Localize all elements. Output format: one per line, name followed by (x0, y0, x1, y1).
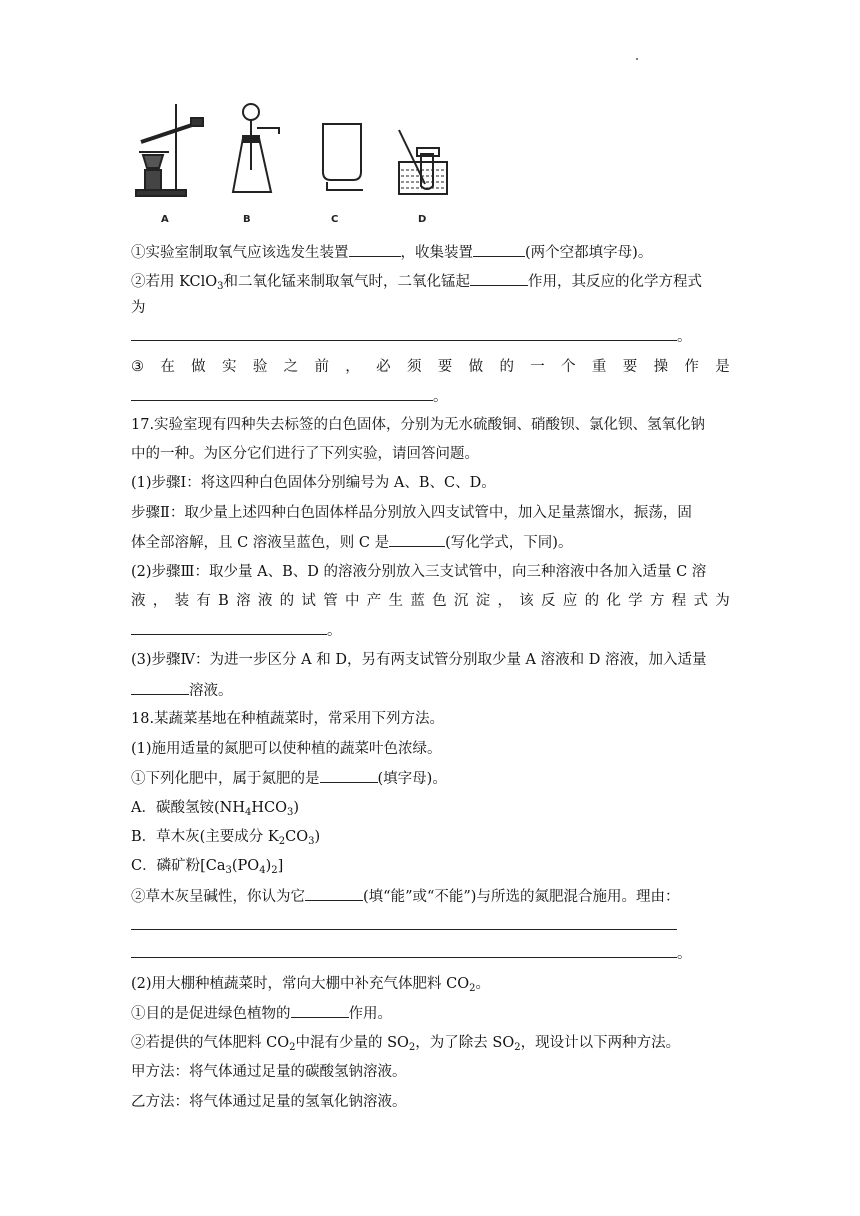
q17-step3-end: 。 (327, 623, 342, 639)
answer-blank[interactable] (473, 242, 525, 257)
answer-line[interactable] (131, 929, 677, 930)
q18-part2: (2)用大棚种植蔬菜时，常向大棚中补充气体肥料 $CO_2$。 (131, 976, 491, 994)
q16-item2-end: 。 (677, 329, 692, 345)
q18-sub1: ①下列化肥中，属于氮肥的是 (填字母)。 (131, 768, 447, 789)
apparatus-d-drawing (399, 130, 447, 194)
q16-item1: ①实验室制取氧气应该选发生装置 ，收集装置 (两个空都填字母)。 (131, 242, 652, 263)
apparatus-b-drawing (233, 104, 279, 192)
q18-part2-sub1: ①目的是促进绿色植物的 作用。 (131, 1003, 392, 1024)
apparatus-label-b: B (243, 214, 251, 225)
q18-line1: 18.某蔬菜基地在种植蔬菜时，常采用下列方法。 (131, 711, 445, 727)
answer-blank[interactable] (389, 532, 445, 547)
q16-item3: ③ 在 做 实 验 之 前 ， 必 须 要 做 的 一 个 重 要 操 作 是 (131, 359, 730, 375)
apparatus-label-d: D (418, 214, 427, 225)
answer-blank[interactable] (320, 768, 378, 783)
q18-sub2: ②草木灰呈碱性，你认为它 (填“能”或“不能”)与所选的氮肥混合施用。理由： (131, 886, 679, 907)
answer-blank[interactable] (131, 680, 189, 695)
apparatus-c-drawing (323, 124, 363, 190)
answer-blank[interactable] (470, 271, 528, 286)
q16-item2-cont: 为 (131, 300, 146, 316)
page-dot (636, 58, 638, 60)
q17-step4-line2: 溶液。 (131, 680, 233, 701)
q16-item3-end: 。 (433, 389, 448, 405)
q17-step3-line2: 液 ， 装 有 B 溶 液 的 试 管 中 产 生 蓝 色 沉 淀 ， 该 反 应 的 化 学 方 程 式 为 (131, 593, 730, 609)
answer-line[interactable] (131, 340, 677, 341)
answer-blank[interactable] (349, 242, 401, 257)
q17-step4-line1: (3)步骤Ⅳ：为进一步区分 A 和 D，另有两支试管分别取少量 A 溶液和 D 溶液，加入适量 (131, 652, 707, 668)
q17-step1: (1)步骤Ⅰ：将这四种白色固体分别编号为 A、B、C、D。 (131, 475, 496, 491)
q17-step2-line1: 步骤Ⅱ：取少量上述四种白色固体样品分别放入四支试管中，加入足量蒸馏水，振荡，固 (131, 505, 692, 521)
q16-item2: ②若用 KClO$_3$和二氧化锰来制取氧气时，二氧化锰起 作用，其反应的化学方程式 (131, 271, 702, 292)
q18-option-a: A．碳酸氢铵$(NH_4HCO_3)$ (131, 800, 300, 818)
answer-blank[interactable] (305, 886, 363, 901)
q18-sub2-end: 。 (677, 946, 692, 962)
answer-line[interactable] (131, 400, 433, 401)
q18-option-c: C．磷矿粉$[Ca_3(PO_4)_2]$ (131, 858, 284, 876)
q18-option-b: B．草木灰(主要成分 $K_2CO_3$) (131, 829, 321, 847)
q17-step2-line2: 体全部溶解，且 C 溶液呈蓝色，则 C 是 (写化学式，下同)。 (131, 532, 572, 553)
q17-line1: 17.实验室现有四种失去标签的白色固体，分别为无水硫酸铜、硝酸钡、氯化钡、氢氧化钠 (131, 417, 706, 433)
apparatus-label-a: A (161, 214, 169, 225)
q17-line2: 中的一种。为区分它们进行了下列实验，请回答问题。 (131, 446, 479, 462)
apparatus-label-c: C (331, 214, 339, 225)
apparatus-figure (131, 100, 461, 228)
q17-step3-line1: (2)步骤Ⅲ：取少量 A、B、D 的溶液分别放入三支试管中，向三种溶液中各加入适量 C 溶 (131, 564, 707, 580)
q18-method-jia: 甲方法：将气体通过足量的碳酸氢钠溶液。 (131, 1064, 407, 1080)
answer-blank[interactable] (291, 1003, 349, 1018)
q18-part2-sub2: ②若提供的气体肥料 $CO_2$中混有少量的 $SO_2$，为了除去 $SO_2$，现设计以下两种方法。 (131, 1035, 681, 1053)
answer-line[interactable] (131, 634, 327, 635)
apparatus-a-drawing (136, 104, 203, 196)
q18-method-yi: 乙方法：将气体通过足量的氢氧化钠溶液。 (131, 1094, 407, 1110)
q18-part1: (1)施用适量的氮肥可以使种植的蔬菜叶色浓绿。 (131, 741, 442, 757)
answer-line[interactable] (131, 957, 677, 958)
